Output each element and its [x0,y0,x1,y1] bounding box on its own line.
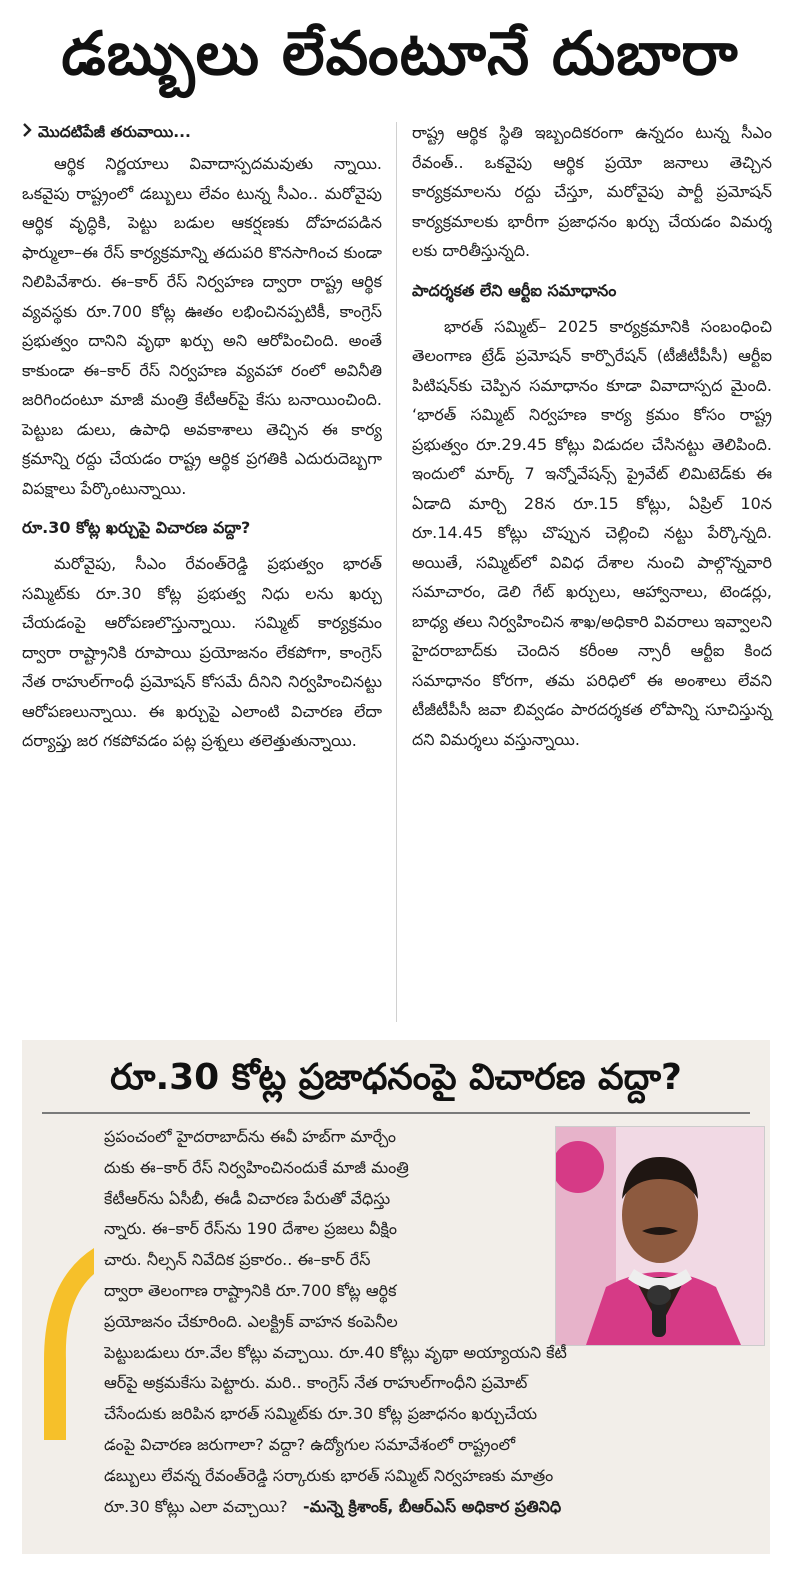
subheading: రూ.30 కోట్ల ఖర్చుపై విచారణ వద్దా? [22,518,251,537]
quote-line: చేసేందుకు జరిపిన భారత్ సమ్మిట్‌కు రూ.30 కోట్ల ప్రజాధనం ఖర్చుచేయ [104,1404,538,1424]
quote-byline: -మన్నె క్రిశాంక్, బీఆర్ఎస్ అధికార ప్రతినిధి [302,1496,562,1516]
quote-box-rule [42,1112,750,1114]
quote-line: ప్రపంచంలో హైదరాబాద్‌ను ఈవీ హబ్‌గా మార్చేం [104,1127,396,1146]
quote-line: ఆర్‌పై అక్రమకేసు పెట్టారు. మరి.. కాంగ్రెస్ నేత రాహుల్‌గాంధీని ప్రమోట్ [104,1373,528,1393]
quote-line: ప్రయోజనం చేకూరింది. ఎలక్ట్రిక్ వాహన కంపెనీల [104,1311,398,1331]
body-paragraph: రాష్ట్ర ఆర్థిక స్థితి ఇబ్బందికరంగా ఉన్నదం టున్న సీఎం రేవంత్.. ఒకవైపు ఆర్థిక ప్రయో జనాలు తెచ్చిన కార్యక్రమాలను రద్దు చేస్తూ, మరోవైపు పార్టీ ప్రమోషన్ కార్యక్రమాలకు భారీగా ప్రజాధనం ఖర్చు చేయడం విమర్శ లకు దారితీస్తున్నది. [412,123,772,260]
body-paragraph: ఆర్థిక నిర్ణయాలు వివాదాస్పదమవుతు న్నాయి. ఒకవైపు రాష్ట్రంలో డబ్బులు లేవం టున్న సీఎం.. మరోవైపు ఆర్థిక వృద్ధికి, పెట్టు బడుల ఆకర్షణకు దోహదపడిన ఫార్ములా–ఈ రేస్ కార్యక్రమాన్ని తదుపరి కొనసాగించ కుండా నిలిపివేశారు. ఈ–కార్ రేస్ నిర్వహణ ద్వారా రాష్ట్ర ఆర్థిక వ్యవస్థకు రూ.700 కోట్ల ఊతం లభించినప్పటికీ, కాంగ్రెస్ ప్రభుత్వం దానిని వృథా ఖర్చు అని ఆరోపించింది. అంతే కాకుండా ఈ–కార్ రేస్ నిర్వహణ వ్యవహా రంలో అవినీతి జరిగిందంటూ మాజీ మంత్రి కేటీఆర్‌పై కేసు బనాయించింది. పెట్టుబ డులు, ఉపాధి అవకాశాలు తెచ్చిన ఈ కార్య క్రమాన్ని రద్దు చేయడం రాష్ట్ర ఆర్థిక ప్రగతికి ఎదురుదెబ్బగా విపక్షాలు పేర్కొంటున్నాయి. [22,154,382,498]
headline: డబ్బులు లేవంటూనే దుబారా [61,19,739,89]
quote-box-title: రూ.30 కోట్ల ప్రజాధనంపై విచారణ వద్దా? [110,1057,682,1098]
quote-line: కేటీఆర్‌ను ఏసీబీ, ఈడీ విచారణ పేరుతో వేధిస్తు [104,1188,391,1208]
quote-line: డంపై విచారణ జరుగాలా? వద్దా? ఉద్యోగుల సమావేశంలో రాష్ట్రంలో [104,1434,516,1454]
quote-line: చారు. నీల్సన్ నివేదిక ప్రకారం.. ఈ–కార్ రేస్ [104,1250,371,1270]
quote-line: పెట్టుబడులు రూ.వేల కోట్లు వచ్చాయి. రూ.40 కోట్లు వృథా అయ్యాయని కేటీ [104,1342,567,1362]
quotation-mark-icon [34,1240,96,1440]
body-paragraph: భారత్ సమ్మిట్– 2025 కార్యక్రమానికి సంబంధించి తెలంగాణ ట్రేడ్ ప్రమోషన్ కార్పొరేషన్ (టీజీటీపీసీ) ఆర్టీఐ పిటిషన్‌కు చెప్పిన సమాధానం కూడా వివాదాస్పద మైంది. ‘భారత్ సమ్మిట్ నిర్వహణ కార్య క్రమం కోసం రాష్ట్ర ప్రభుత్వం రూ.29.45 కోట్లు విడుదల చేసినట్టు తెలిపింది. ఇందులో మార్క్ 7 ఇన్నోవేషన్స్ ప్రైవేట్ లిమిటెడ్‌కు ఈ ఏడాది మార్చి 28న రూ.15 కోట్లు, ఏప్రిల్ 10న రూ.14.45 కోట్లు చొప్పున చెల్లించి నట్టు పేర్కొన్నది. అయితే, సమ్మిట్‌లో వివిధ దేశాల నుంచి పాల్గొన్నవారి సమాచారం, డెలి గేట్ ఖర్చులు, ఆహ్వానాలు, టెండర్లు, బాధ్య తలు నిర్వహించిన శాఖ/అధికారి వివరాలు ఇవ్వాలని హైదరాబాద్‌కు చెందిన కరీంఅ న్సారీ ఆర్టీఐ కింద సమాధానం కోరగా, తమ పరిధిలో ఈ అంశాలు లేవని టీజీటీపీసీ జవా బివ్వడం పారదర్శకత లోపాన్ని సూచిస్తున్న దని విమర్శలు వస్తున్నాయి. [412,316,772,749]
column-divider [396,122,397,1022]
kicker-text: మొదటిపేజీ తరువాయి... [38,123,191,141]
continuation-kicker [22,118,382,147]
quote-line: ద్వారా తెలంగాణ రాష్ట్రానికి రూ.700 కోట్ల ఆర్థిక [104,1280,397,1300]
quote-closing-text: రూ.30 కోట్లు ఎలా వచ్చాయి? [104,1496,288,1516]
right-column [412,118,772,754]
quote-line: దుకు ఈ–కార్ రేస్ నిర్వహించినందుకే మాజీ మంత్రి [104,1157,409,1177]
chevron-right-icon [22,118,38,147]
left-column [22,118,382,756]
quote-line: డబ్బులు లేవన్న రేవంత్‌రెడ్డి సర్కారుకు భారత్ సమ్మిట్ నిర్వహణకు మాత్రం [104,1465,554,1485]
quote-last-line [104,1492,754,1523]
quote-text [104,1122,754,1522]
quote-line: న్నారు. ఈ–కార్ రేస్‌ను 190 దేశాల ప్రజలు వీక్షిం [104,1219,397,1239]
subheading: పాదర్శకత లేని ఆర్టీఐ సమాధానం [412,280,617,300]
body-paragraph: మరోవైపు, సీఎం రేవంత్‌రెడ్డి ప్రభుత్వం భారత్ సమ్మిట్‌కు రూ.30 కోట్ల ప్రభుత్వ నిధు లను ఖర్చు చేయడంపై ఆరోపణలొస్తున్నాయి. సమ్మిట్ కార్యక్రమం ద్వారా రాష్ట్రానికి రూపాయి ప్రయోజనం లేకపోగా, కాంగ్రెస్ నేత రాహుల్‌గాంధీ ప్రమోషన్ కోసమే దీనిని నిర్వహించినట్టు ఆరోపణలున్నాయి. ఈ ఖర్చుపై ఎలాంటి విచారణ లేదా దర్యాప్తు జర గకపోవడం పట్ల ప్రశ్నలు తలెత్తుతున్నాయి. [22,554,382,750]
